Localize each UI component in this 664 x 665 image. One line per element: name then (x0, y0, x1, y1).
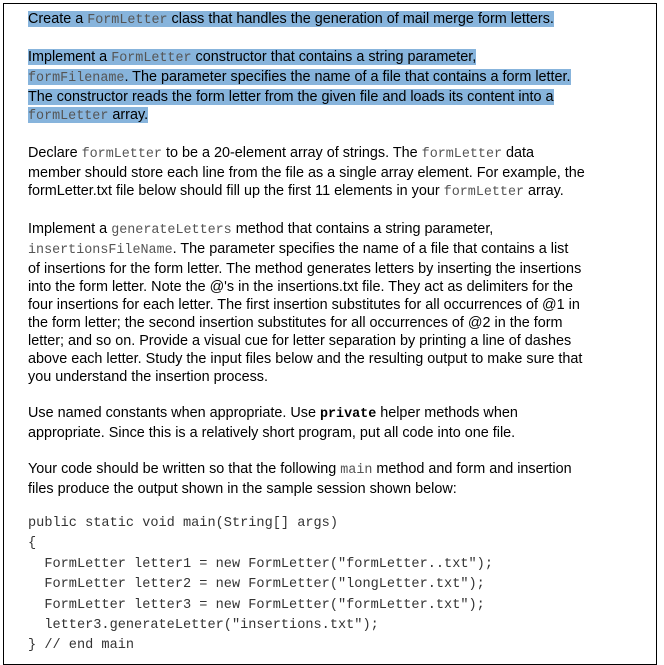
inline-code: formLetter (443, 185, 525, 200)
highlight-2 (28, 49, 476, 65)
code-line: FormLetter letter3 = new FormLetter("formLetter.txt"); (28, 597, 485, 613)
inline-code: formLetter (421, 147, 503, 162)
code-line: FormLetter letter1 = new FormLetter("formLetter..txt"); (28, 556, 493, 572)
inline-code: formLetter (28, 109, 109, 124)
text: of insertions for the form letter. The method generates letters by inserting the insertions (28, 261, 582, 277)
text: the form letter; the second insertion substitutes for all occurrences of @2 in the form (28, 315, 563, 331)
highlight-1 (28, 11, 554, 27)
code-line: } // end main (28, 638, 135, 654)
code-line: letter3.generateLetter("insertions.txt"); (28, 618, 379, 634)
inline-code: generateLetters (111, 223, 232, 238)
paragraph-constants (28, 404, 652, 442)
paragraph-generate (28, 220, 652, 386)
text: files produce the output shown in the sample session shown below: (28, 481, 457, 497)
inline-code: formFilename (28, 71, 125, 86)
text: The constructor reads the form letter from the given file and loads its content into a (28, 89, 554, 105)
code-line: public static void main(String[] args) (28, 516, 338, 531)
inline-code: insertionsFileName (28, 243, 173, 258)
text: formLetter.txt file below should fill up the first 11 elements in your (28, 183, 444, 199)
highlight-4 (28, 89, 554, 105)
highlight-3 (28, 69, 571, 85)
paragraph-class-intro (28, 10, 652, 30)
text: Use named constants when appropriate. Use (28, 405, 320, 421)
text: method that contains a string parameter, (231, 221, 494, 237)
text: . The parameter specifies the name of a file that contains a list (172, 241, 569, 257)
text: letter; and so on. Provide a visual cue for letter separation by printing a line of dashes (28, 333, 572, 349)
paragraph-constructor (28, 48, 652, 126)
text: Your code should be written so that the following (28, 461, 341, 477)
text: array. (524, 183, 564, 199)
text: you understand the insertion process. (28, 369, 268, 385)
inline-code: private (319, 407, 377, 422)
text: Implement a (28, 49, 112, 65)
highlight-5 (28, 107, 148, 123)
text: array. (108, 107, 149, 123)
inline-code: main (340, 463, 373, 478)
text: into the form letter. Note the @'s in the insertions.txt file. They act as delimiters for the (28, 279, 573, 295)
text: Declare (28, 145, 82, 161)
text: four insertions for each letter. The first insertion substitutes for all occurrences of @1 in (28, 297, 580, 313)
inline-code: FormLetter (87, 13, 168, 28)
assignment-text (28, 10, 652, 657)
text: data (502, 145, 535, 161)
inline-code: formLetter (81, 147, 162, 162)
code-line: FormLetter letter2 = new FormLetter("longLetter.txt"); (28, 577, 485, 593)
text: above each letter. Study the input files below and the resulting output to make sure that (28, 351, 583, 367)
text: Implement a (28, 221, 112, 237)
paragraph-declare (28, 144, 652, 202)
paragraph-main-intro (28, 460, 652, 498)
text: Create a (28, 11, 88, 27)
text: to be a 20-element array of strings. The (161, 145, 422, 161)
code-line: { (28, 536, 37, 552)
code-block (28, 514, 652, 657)
inline-code: FormLetter (111, 51, 192, 66)
text: constructor that contains a string parameter, (191, 49, 477, 65)
text: member should store each line from the file as a single array element. For example, the (28, 165, 585, 181)
text: helper methods when (376, 405, 518, 421)
text: . The parameter specifies the name of a file that contains a form letter. (124, 69, 571, 85)
text: class that handles the generation of mail merge form letters. (167, 11, 554, 27)
text: appropriate. Since this is a relatively short program, put all code into one file. (28, 425, 516, 441)
text: method and form and insertion (372, 461, 572, 477)
